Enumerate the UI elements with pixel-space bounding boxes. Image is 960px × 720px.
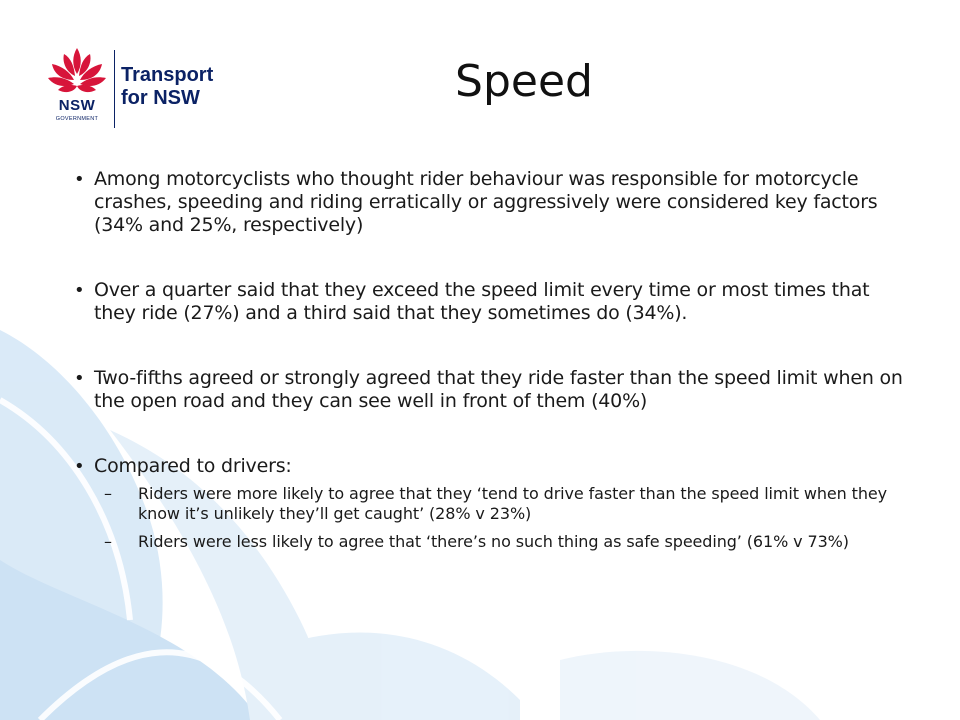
bullet-marker: • xyxy=(74,280,85,301)
sub-bullet-marker: – xyxy=(104,484,112,503)
bullet-item xyxy=(74,455,904,478)
sub-bullet-text: Riders were more likely to agree that they ‘tend to drive faster than the speed limit when they know it’s unlikely they’ll get caught’ (28% v 23%) xyxy=(138,484,887,523)
bullet-marker: • xyxy=(74,456,85,477)
sub-bullet-marker: – xyxy=(104,532,112,551)
sub-bullet-item xyxy=(74,532,904,552)
bullet-marker: • xyxy=(74,169,85,190)
logo-brand-line-1: Transport xyxy=(121,64,214,86)
bullet-text: Among motorcyclists who thought rider behaviour was responsible for motorcycle crashes, speeding and riding erratically or aggressively were considered key factors (34% and 25%, respectively) xyxy=(94,168,878,236)
bullet-item xyxy=(74,279,904,325)
logo-brand-line-2: for NSW xyxy=(121,87,200,109)
slide-title: Speed xyxy=(455,56,593,107)
sub-bullet-item xyxy=(74,484,904,524)
bullet-marker: • xyxy=(74,368,85,389)
bullet-text: Two-fifths agreed or strongly agreed that they ride faster than the speed limit when on the open road and they can see well in front of them (40%) xyxy=(94,367,903,412)
bullet-text: Compared to drivers: xyxy=(94,455,292,477)
logo-government-text: GOVERNMENT xyxy=(55,116,99,122)
logo-nsw-text: NSW xyxy=(58,97,96,114)
sub-bullet-text: Riders were less likely to agree that ‘there’s no such thing as safe speeding’ (61% v 73%) xyxy=(138,532,849,551)
bullet-item xyxy=(74,367,904,413)
bullet-text: Over a quarter said that they exceed the speed limit every time or most times that they ride (27%) and a third said that they sometimes do (34%). xyxy=(94,279,870,324)
bullet-item xyxy=(74,168,904,237)
slide-content xyxy=(74,168,904,560)
